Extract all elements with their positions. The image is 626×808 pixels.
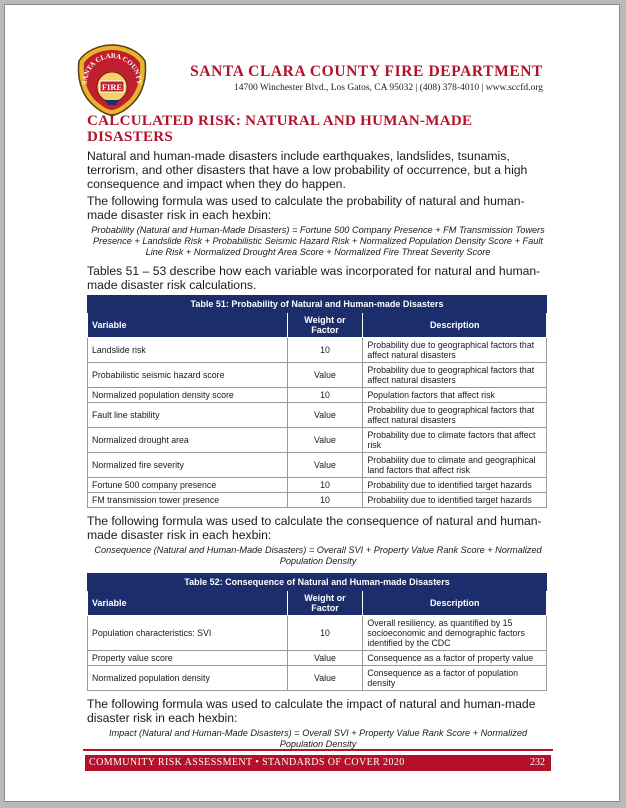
logo-center-text: FIRE xyxy=(101,82,123,92)
impact-lead: The following formula was used to calculate the impact of natural and human-made disaster risk in each hexbin: xyxy=(87,697,536,725)
table-row xyxy=(88,428,547,453)
footer-rule xyxy=(83,749,553,751)
cell-weight: 10 xyxy=(287,478,363,493)
department-address: 14700 Winchester Blvd., Los Gatos, CA 95032 | (408) 378-4010 | www.sccfd.org xyxy=(233,83,543,93)
probability-formula: Probability (Natural and Human-Made Disasters) = Fortune 500 Company Presence + FM Transmission Towers Presence + Landslide Risk + Probabilistic Seismic Hazard Risk + Normalized Population Density Score + Fault Line Risk + Normalized Drought Area Score + Normalized Fire Threat Severity Score xyxy=(91,225,545,257)
table-51 xyxy=(87,295,547,508)
consequence-formula: Consequence (Natural and Human-Made Disasters) = Overall SVI + Property Value Rank Score + Normalized Population Density xyxy=(94,545,542,566)
cell-description: Probability due to climate factors that affect risk xyxy=(363,428,547,453)
cell-weight: Value xyxy=(287,666,363,691)
cell-weight: Value xyxy=(287,403,363,428)
tables-lead: Tables 51 – 53 describe how each variable was incorporated for natural and human-made disaster risk calculations. xyxy=(87,264,541,292)
cell-description: Probability due to geographical factors that affect natural disasters xyxy=(363,338,547,363)
cell-description: Probability due to geographical factors that affect natural disasters xyxy=(363,403,547,428)
cell-description: Probability due to climate and geographical land factors that affect risk xyxy=(363,453,547,478)
table-51-header-description: Description xyxy=(363,313,547,338)
table-51-header-row xyxy=(88,313,547,338)
cell-description: Consequence as a factor of population density xyxy=(363,666,547,691)
table-51-caption: Table 51: Probability of Natural and Human-made Disasters xyxy=(87,295,547,313)
table-row xyxy=(88,363,547,388)
intro-paragraph: Natural and human-made disasters include earthquakes, landslides, tsunamis, terrorism, and other disasters that have a low probability of occurrence, but a high consequence and impact when they do happen. xyxy=(87,149,528,191)
probability-lead: The following formula was used to calculate the probability of natural and human-made disaster risk in each hexbin: xyxy=(87,194,525,222)
cell-description: Probability due to identified target hazards xyxy=(363,478,547,493)
footer-title: COMMUNITY RISK ASSESSMENT • STANDARDS OF COVER 2020 xyxy=(89,757,405,768)
cell-weight: Value xyxy=(287,363,363,388)
cell-variable: Probabilistic seismic hazard score xyxy=(88,363,288,388)
table-52-header-description: Description xyxy=(363,591,547,616)
table-row xyxy=(88,666,547,691)
cell-variable: Normalized population density xyxy=(88,666,288,691)
cell-description: Overall resiliency, as quantified by 15 socioeconomic and demographic factors identified by the CDC xyxy=(363,616,547,651)
cell-description: Probability due to identified target hazards xyxy=(363,493,547,508)
main-content xyxy=(87,113,549,756)
table-52-header-weight: Weight or Factor xyxy=(287,591,363,616)
table-row xyxy=(88,651,547,666)
cell-description: Consequence as a factor of property value xyxy=(363,651,547,666)
cell-variable: Landslide risk xyxy=(88,338,288,363)
cell-variable: Fault line stability xyxy=(88,403,288,428)
cell-weight: 10 xyxy=(287,493,363,508)
table-row xyxy=(88,453,547,478)
cell-weight: Value xyxy=(287,453,363,478)
cell-weight: 10 xyxy=(287,388,363,403)
cell-variable: Fortune 500 company presence xyxy=(88,478,288,493)
cell-weight: Value xyxy=(287,651,363,666)
department-name: SANTA CLARA COUNTY FIRE DEPARTMENT xyxy=(190,63,543,80)
fire-department-logo xyxy=(75,43,149,117)
table-row xyxy=(88,403,547,428)
cell-weight: Value xyxy=(287,428,363,453)
table-row xyxy=(88,388,547,403)
cell-variable: Normalized population density score xyxy=(88,388,288,403)
table-row xyxy=(88,616,547,651)
document-page xyxy=(4,4,620,802)
cell-variable: FM transmission tower presence xyxy=(88,493,288,508)
page-number: 232 xyxy=(530,757,545,768)
logo-ring-text: SANTA CLARA COUNTY xyxy=(80,51,144,85)
section-title: CALCULATED RISK: NATURAL AND HUMAN-MADE DISASTERS xyxy=(87,113,473,145)
cell-weight: 10 xyxy=(287,338,363,363)
cell-variable: Population characteristics: SVI xyxy=(88,616,288,651)
table-52-header-variable: Variable xyxy=(88,591,288,616)
page-footer xyxy=(85,755,551,771)
cell-variable: Property value score xyxy=(88,651,288,666)
cell-variable: Normalized drought area xyxy=(88,428,288,453)
table-52-caption: Table 52: Consequence of Natural and Human-made Disasters xyxy=(87,573,547,591)
table-52 xyxy=(87,573,547,691)
consequence-lead: The following formula was used to calculate the consequence of natural and human-made disaster risk in each hexbin: xyxy=(87,514,542,542)
table-row xyxy=(88,338,547,363)
table-51-header-weight: Weight or Factor xyxy=(287,313,363,338)
table-52-header-row xyxy=(88,591,547,616)
cell-description: Population factors that affect risk xyxy=(363,388,547,403)
cell-description: Probability due to geographical factors that affect natural disasters xyxy=(363,363,547,388)
table-row xyxy=(88,478,547,493)
cell-weight: 10 xyxy=(287,616,363,651)
table-row xyxy=(88,493,547,508)
cell-variable: Normalized fire severity xyxy=(88,453,288,478)
table-51-header-variable: Variable xyxy=(88,313,288,338)
impact-formula: Impact (Natural and Human-Made Disasters) = Overall SVI + Property Value Rank Score + Normalized Population Density xyxy=(108,728,528,749)
